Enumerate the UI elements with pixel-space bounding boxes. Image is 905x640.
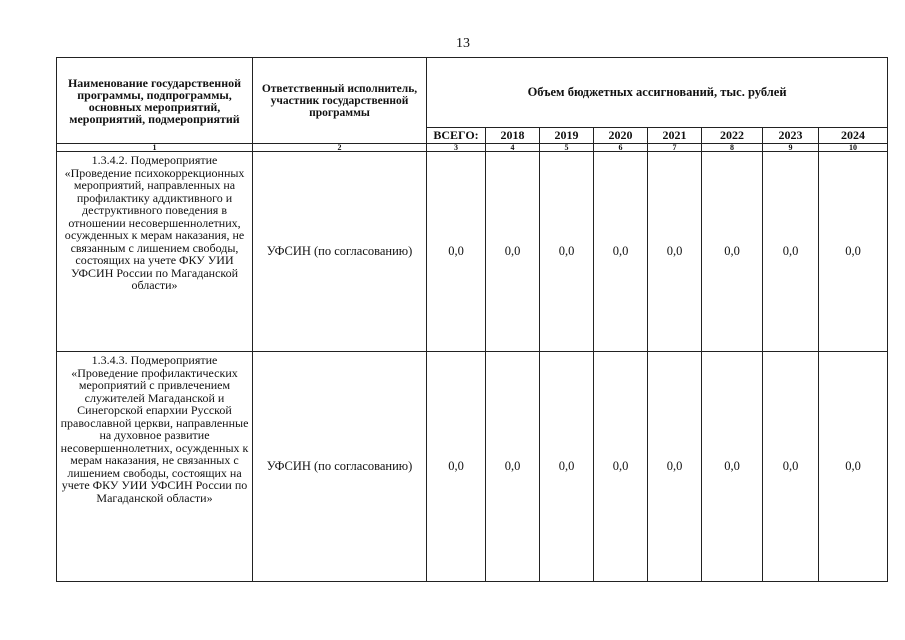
- header-row: [57, 58, 888, 128]
- row-name: 1.3.4.2. Подмероприятие «Проведение психокоррекционных мероприятий, направленных на профилактику аддиктивного и деструктивного поведения в отношении несовершеннолетних, осужденных к мерам наказания, не связанным с лишением свободы, состоящих на учете ФКУ УИИ УФСИН России по Магаданской области»: [57, 152, 253, 352]
- value-total: 0,0: [427, 152, 486, 352]
- budget-table: [56, 57, 888, 582]
- value-cell: 0,0: [648, 352, 702, 582]
- column-number: 9: [763, 144, 819, 152]
- value-cell: 0,0: [763, 352, 819, 582]
- table-row: [57, 352, 888, 582]
- value-cell: 0,0: [540, 352, 594, 582]
- header-year: 2019: [540, 128, 594, 144]
- column-number: 4: [486, 144, 540, 152]
- column-number-row: [57, 144, 888, 152]
- column-number: 8: [702, 144, 763, 152]
- value-cell: 0,0: [594, 352, 648, 582]
- value-cell: 0,0: [486, 152, 540, 352]
- header-year: 2020: [594, 128, 648, 144]
- column-number: 7: [648, 144, 702, 152]
- page-number: 13: [456, 36, 470, 51]
- header-year: 2023: [763, 128, 819, 144]
- header-name: Наименование государственной программы, подпрограммы, основных мероприятий, мероприятий, подмероприятий: [57, 58, 253, 144]
- row-responsible: УФСИН (по согласованию): [253, 352, 427, 582]
- value-cell: 0,0: [763, 152, 819, 352]
- table-row: [57, 152, 888, 352]
- header-total: ВСЕГО:: [427, 128, 486, 144]
- header-responsible: Ответственный исполнитель, участник государственной программы: [253, 58, 427, 144]
- header-year: 2018: [486, 128, 540, 144]
- value-total: 0,0: [427, 352, 486, 582]
- header-year: 2021: [648, 128, 702, 144]
- column-number: 2: [253, 144, 427, 152]
- value-cell: 0,0: [702, 152, 763, 352]
- header-year: 2022: [702, 128, 763, 144]
- value-cell: 0,0: [594, 152, 648, 352]
- row-name: 1.3.4.3. Подмероприятие «Проведение профилактических мероприятий с привлечением служителей Магаданской и Синегорской епархии Русской православной церкви, направленные на духовное развитие несовершеннолетних, осужденных к мерам наказания, не связанных с лишением свободы, состоящих на учете ФКУ УИИ УФСИН России по Магаданской области»: [57, 352, 253, 582]
- column-number: 1: [57, 144, 253, 152]
- value-cell: 0,0: [819, 352, 888, 582]
- value-cell: 0,0: [702, 352, 763, 582]
- value-cell: 0,0: [486, 352, 540, 582]
- header-year: 2024: [819, 128, 888, 144]
- value-cell: 0,0: [540, 152, 594, 352]
- value-cell: 0,0: [648, 152, 702, 352]
- column-number: 3: [427, 144, 486, 152]
- row-responsible: УФСИН (по согласованию): [253, 152, 427, 352]
- column-number: 5: [540, 144, 594, 152]
- column-number: 6: [594, 144, 648, 152]
- value-cell: 0,0: [819, 152, 888, 352]
- header-budget: Объем бюджетных ассигнований, тыс. рублей: [427, 58, 888, 128]
- column-number: 10: [819, 144, 888, 152]
